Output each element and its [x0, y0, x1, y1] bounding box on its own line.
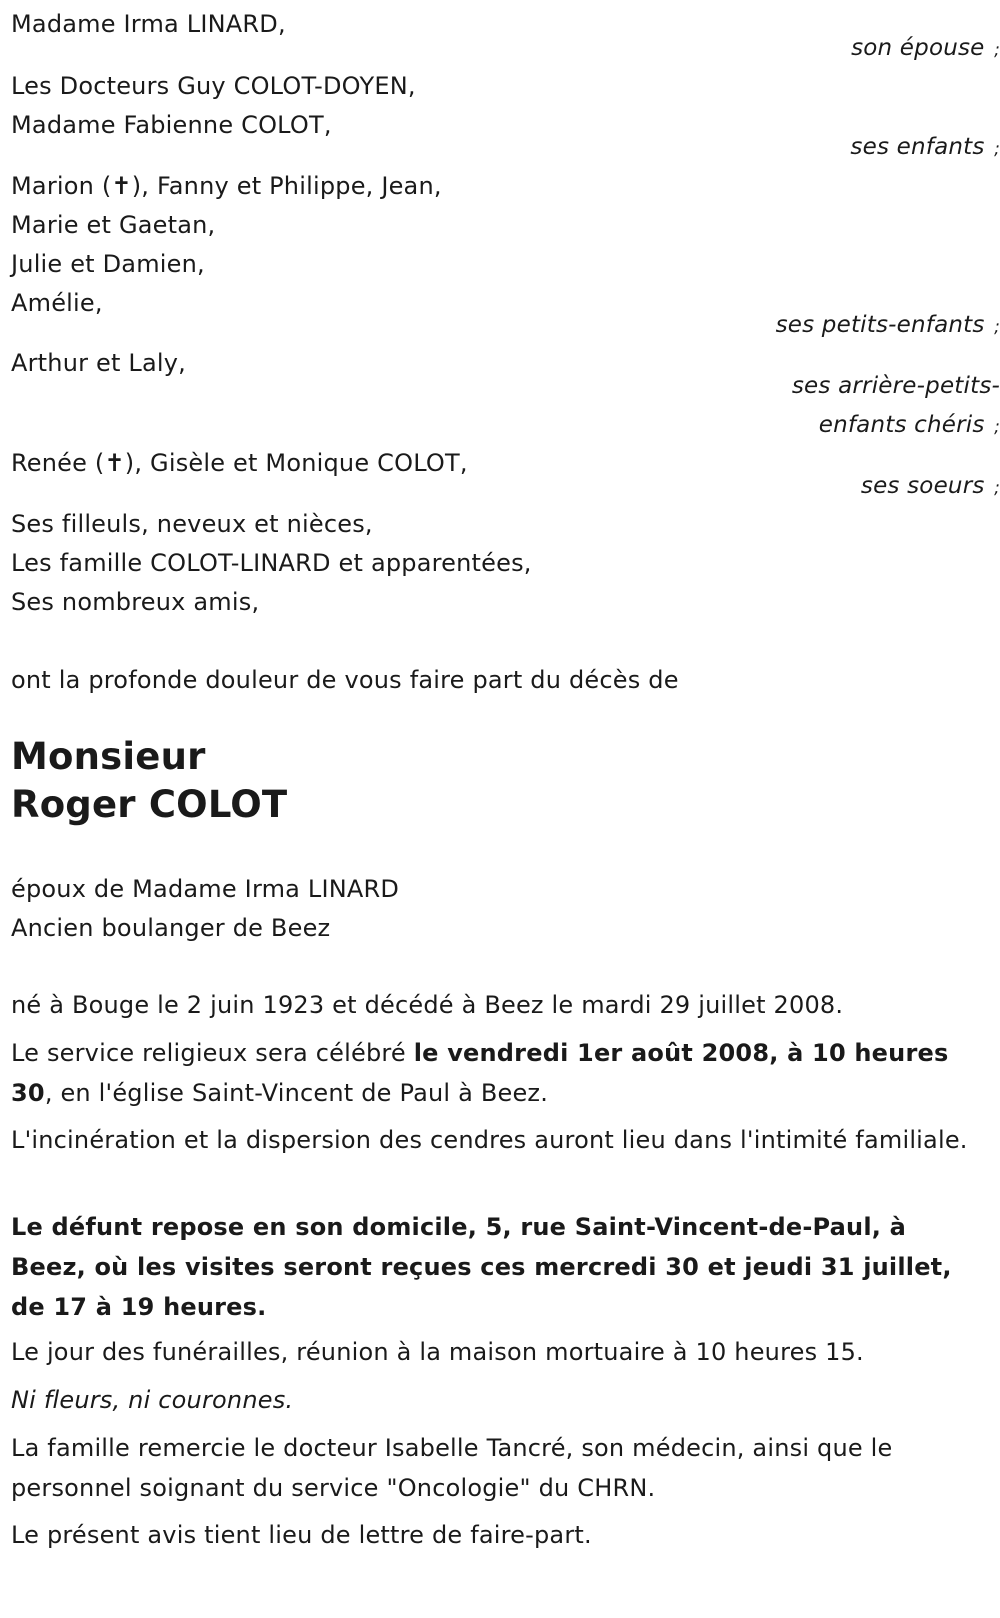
deceased-title: Monsieur: [11, 735, 206, 778]
repose-info: Le défunt repose en son domicile, 5, rue Saint-Vincent-de-Paul, à Beez, où les visites seront reçues ces mercredi 30 et jeudi 31 juillet, de 17 à 19 heures.: [11, 1213, 952, 1321]
notice-info: Le présent avis tient lieu de lettre de faire-part.: [11, 1521, 592, 1549]
deceased-occupation: Ancien boulanger de Beez: [11, 914, 331, 942]
grandchild-line-1: Marion (✝), Fanny et Philippe, Jean,: [11, 172, 442, 200]
grandchildren-role: ses petits-enfants ;: [775, 312, 1000, 338]
spouse-name: Madame Irma LINARD,: [11, 10, 286, 38]
children-role: ses enfants ;: [850, 134, 1000, 160]
meeting-info: Le jour des funérailles, réunion à la maison mortuaire à 10 heures 15.: [11, 1338, 864, 1366]
child-line-1: Les Docteurs Guy COLOT-DOYEN,: [11, 72, 416, 100]
cremation-info: L'incinération et la dispersion des cendres auront lieu dans l'intimité familiale.: [11, 1126, 968, 1154]
deceased-relation: époux de Madame Irma LINARD: [11, 875, 400, 903]
grandchild-line-4: Amélie,: [11, 289, 103, 317]
spouse-role: son épouse ;: [851, 35, 1000, 61]
others-line-1: Ses filleuls, neveux et nièces,: [11, 510, 373, 538]
sisters: Renée (✝), Gisèle et Monique COLOT,: [11, 449, 468, 477]
service-date: le vendredi 1er août 2008, à 10 heures 30: [11, 1039, 949, 1107]
service-info: Le service religieux sera célébré le vendredi 1er août 2008, à 10 heures 30, en l'église Saint-Vincent de Paul à Beez.: [11, 1039, 949, 1107]
child-line-2: Madame Fabienne COLOT,: [11, 111, 332, 139]
deceased-name: Roger COLOT: [11, 783, 288, 826]
grandchild-line-3: Julie et Damien,: [11, 250, 205, 278]
great-grandchildren: Arthur et Laly,: [11, 349, 186, 377]
announcement: ont la profonde douleur de vous faire part du décès de: [11, 666, 679, 694]
thanks-info: La famille remercie le docteur Isabelle Tancré, son médecin, ainsi que le personnel soignant du service "Oncologie" du CHRN.: [11, 1434, 893, 1502]
others-line-2: Les famille COLOT-LINARD et apparentées,: [11, 549, 532, 577]
great-grandchildren-role-line-2: enfants chéris ;: [818, 412, 1000, 438]
birth-death: né à Bouge le 2 juin 1923 et décédé à Beez le mardi 29 juillet 2008.: [11, 991, 844, 1019]
flowers-info: Ni fleurs, ni couronnes.: [11, 1386, 294, 1414]
grandchild-line-2: Marie et Gaetan,: [11, 211, 216, 239]
great-grandchildren-role-line-1: ses arrière-petits-: [791, 373, 1000, 399]
others-line-3: Ses nombreux amis,: [11, 588, 260, 616]
sisters-role: ses soeurs ;: [860, 473, 1000, 499]
